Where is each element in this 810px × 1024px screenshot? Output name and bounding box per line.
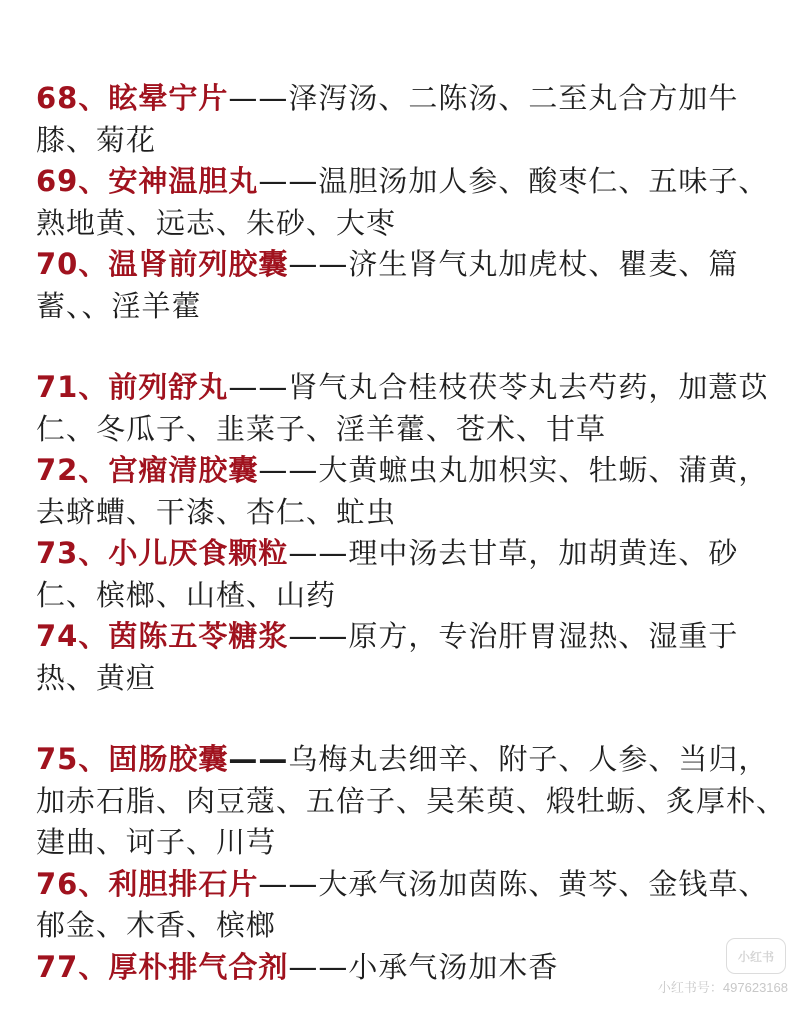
item-number: 76、 xyxy=(36,866,109,901)
list-item-70 xyxy=(36,244,786,327)
item-description: 温胆汤加人参、酸枣仁、五味子、熟地黄、远志、朱砂、大枣 xyxy=(36,164,769,240)
list-item-74 xyxy=(36,616,786,699)
item-dash: —— xyxy=(288,536,349,570)
item-number: 72、 xyxy=(36,453,109,487)
item-dash: —— xyxy=(258,164,319,198)
item-dash: —— xyxy=(288,247,349,281)
item-dash: —— xyxy=(258,866,319,901)
item-number: 68、 xyxy=(36,81,109,115)
list-item-75 xyxy=(36,739,786,864)
item-dash: —— xyxy=(228,81,289,115)
item-name: 小儿厌食颗粒 xyxy=(108,536,289,570)
item-dash: —— xyxy=(228,742,289,776)
item-number: 69、 xyxy=(36,164,109,198)
item-name: 温肾前列胶囊 xyxy=(108,247,289,281)
item-description: 乌梅丸去细辛、附子、人参、当归，加赤石脂、肉豆蔻、五倍子、吴茱萸、煅牡蛎、炙厚朴、建曲、诃子、川芎 xyxy=(36,742,787,859)
list-item-76 xyxy=(36,864,786,947)
item-number: 70、 xyxy=(36,247,109,281)
item-dash: —— xyxy=(288,619,349,653)
item-description: 小承气汤加木香 xyxy=(348,949,559,984)
item-name: 眩晕宁片 xyxy=(108,81,229,115)
item-dash: —— xyxy=(258,453,319,487)
item-name: 固肠胶囊 xyxy=(108,742,229,776)
formula-list xyxy=(36,78,786,988)
item-name: 利胆排石片 xyxy=(108,866,259,901)
watermark-logo: 小红书 xyxy=(726,938,786,974)
item-name: 厚朴排气合剂 xyxy=(108,949,289,984)
list-item-69 xyxy=(36,161,786,244)
list-item-68 xyxy=(36,78,786,161)
item-name: 宫瘤清胶囊 xyxy=(108,453,259,487)
item-number: 74、 xyxy=(36,619,109,653)
list-item-72 xyxy=(36,450,786,533)
item-dash: —— xyxy=(228,370,289,404)
item-description: 原方，专治肝胃湿热、湿重于热、黄疸 xyxy=(36,619,739,695)
list-item-73 xyxy=(36,533,786,616)
item-name: 茵陈五苓糖浆 xyxy=(108,619,289,653)
item-number: 75、 xyxy=(36,742,109,776)
item-name: 安神温胆丸 xyxy=(108,164,259,198)
list-item-71 xyxy=(36,367,786,450)
item-number: 73、 xyxy=(36,536,109,570)
item-description: 肾气丸合桂枝茯苓丸去芍药，加薏苡仁、冬瓜子、韭菜子、淫羊藿、苍术、甘草 xyxy=(36,370,769,446)
watermark xyxy=(658,977,788,996)
item-description: 理中汤去甘草，加胡黄连、砂仁、槟榔、山楂、山药 xyxy=(36,536,739,612)
item-description: 大黄蟅虫丸加枳实、牡蛎、蒲黄，去蛴螬、干漆、杏仁、虻虫 xyxy=(36,453,769,529)
watermark-id: 小红书号：497623168 xyxy=(657,980,788,995)
item-number: 77、 xyxy=(36,949,109,984)
item-name: 前列舒丸 xyxy=(108,370,229,404)
item-description: 大承气汤加茵陈、黄芩、金钱草、郁金、木香、槟榔 xyxy=(36,866,769,942)
item-description: 泽泻汤、二陈汤、二至丸合方加牛膝、菊花 xyxy=(36,81,739,157)
item-number: 71、 xyxy=(36,370,109,404)
item-dash: —— xyxy=(288,949,349,984)
item-description: 济生肾气丸加虎杖、瞿麦、篇蓄、、淫羊藿 xyxy=(36,247,739,323)
